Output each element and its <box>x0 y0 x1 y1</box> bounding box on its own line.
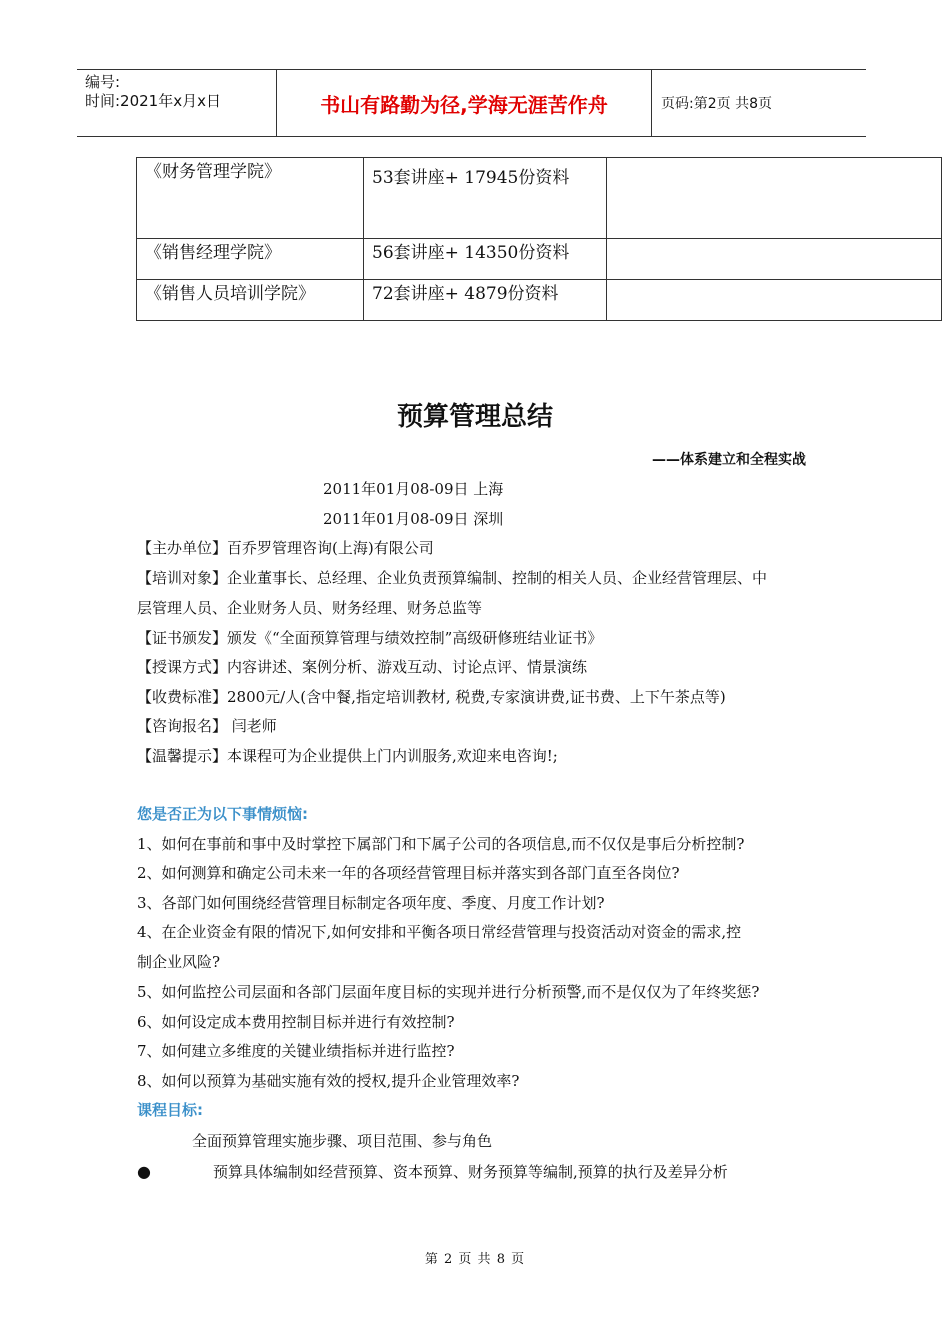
question-item: 7、如何建立多维度的关键业绩指标并进行监控? <box>137 1042 455 1060</box>
info-line: 【收费标准】2800元/人(含中餐,指定培训教材, 税费,专家演讲费,证书费、上下午茶点等) <box>137 688 726 706</box>
info-line: 【温馨提示】本课程可为企业提供上门内训服务,欢迎来电咨询!; <box>137 747 558 765</box>
date-line: 2011年01月08-09日 上海 <box>323 480 504 498</box>
motto: 书山有路勤为径,学海无涯苦作舟 <box>277 70 652 136</box>
question-item: 3、各部门如何围绕经营管理目标制定各项年度、季度、月度工作计划? <box>137 894 605 912</box>
number-label: 编号: <box>85 73 121 91</box>
goal-item: 预算具体编制如经营预算、资本预算、财务预算等编制,预算的执行及差异分析 <box>213 1163 728 1181</box>
page-header <box>77 69 866 137</box>
question-item: 4、在企业资金有限的情况下,如何安排和平衡各项日常经营管理与投资活动对资金的需求,控 <box>137 923 742 941</box>
table-row <box>137 158 942 239</box>
table-row <box>137 239 942 280</box>
info-line: 【主办单位】百乔罗管理咨询(上海)有限公司 <box>137 539 434 557</box>
goal-item: 全面预算管理实施步骤、项目范围、参与角色 <box>192 1132 493 1150</box>
bullet-icon: ● <box>137 1162 151 1181</box>
question-item: 制企业风险? <box>137 953 221 971</box>
course-table <box>136 157 942 321</box>
info-line: 【授课方式】内容讲述、案例分析、游戏互动、讨论点评、情景演练 <box>137 658 588 676</box>
question-item: 5、如何监控公司层面和各部门层面年度目标的实现并进行分析预警,而不是仅仅为了年终奖惩? <box>137 983 760 1001</box>
course-content: 53套讲座+ 17945份资料 <box>364 158 607 239</box>
page-label: 页码:第2页 共8页 <box>661 96 772 112</box>
question-heading: 您是否正为以下事情烦恼: <box>137 805 308 823</box>
question-item: 1、如何在事前和事中及时掌控下属部门和下属子公司的各项信息,而不仅仅是事后分析控制? <box>137 835 745 853</box>
goal-heading: 课程目标: <box>137 1101 203 1119</box>
course-empty <box>607 158 942 239</box>
info-line: 【咨询报名】 闫老师 <box>137 717 277 735</box>
time-label: 时间:2021年x月x日 <box>85 92 221 110</box>
question-item: 8、如何以预算为基础实施有效的授权,提升企业管理效率? <box>137 1072 520 1090</box>
table-row <box>137 280 942 321</box>
course-content: 72套讲座+ 4879份资料 <box>364 280 607 321</box>
header-meta <box>77 70 277 136</box>
question-item: 2、如何测算和确定公司未来一年的各项经营管理目标并落实到各部门直至各岗位? <box>137 864 680 882</box>
page-footer: 第 2 页 共 8 页 <box>424 1252 526 1267</box>
doc-title: 预算管理总结 <box>396 402 553 432</box>
date-line: 2011年01月08-09日 深圳 <box>323 510 504 528</box>
course-content: 56套讲座+ 14350份资料 <box>364 239 607 280</box>
info-line: 【培训对象】企业董事长、总经理、企业负责预算编制、控制的相关人员、企业经营管理层、中 <box>137 569 768 587</box>
course-name: 《财务管理学院》 <box>137 158 364 239</box>
course-name: 《销售经理学院》 <box>137 239 364 280</box>
info-line: 层管理人员、企业财务人员、财务经理、财务总监等 <box>137 599 483 617</box>
question-item: 6、如何设定成本费用控制目标并进行有效控制? <box>137 1013 455 1031</box>
doc-subtitle: ——体系建立和全程实战 <box>652 452 806 468</box>
course-name: 《销售人员培训学院》 <box>137 280 364 321</box>
course-empty <box>607 239 942 280</box>
course-empty <box>607 280 942 321</box>
info-line: 【证书颁发】颁发《“全面预算管理与绩效控制”高级研修班结业证书》 <box>137 629 603 647</box>
